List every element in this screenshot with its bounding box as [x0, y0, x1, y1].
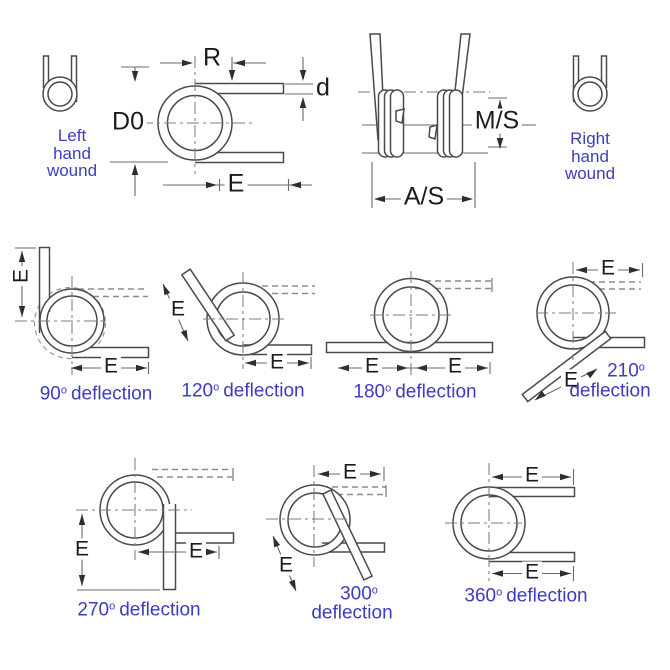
label-E-210-diagonal: E — [561, 370, 581, 391]
label-E-90-vertical: E — [11, 266, 32, 286]
deflection-label-360: 360$^o$ deflection — [464, 585, 588, 607]
left-wound-symbol — [43, 56, 77, 111]
label-E-120-horizontal: E — [267, 352, 287, 373]
right-hand-wound-label: Right hand wound — [564, 128, 616, 183]
label-E-main: E — [225, 172, 248, 197]
label-E-270-vertical: E — [72, 539, 92, 560]
spring-90-deflection — [15, 248, 149, 376]
label-R: R — [200, 46, 224, 71]
deflection-label-90: 90$^o$ deflection — [39, 383, 153, 405]
deflection-label-270: 270$^o$ deflection — [77, 599, 201, 621]
label-E-180-left: E — [362, 356, 382, 377]
deflection-label-300-word: deflection — [311, 602, 393, 624]
deflection-label-210-angle: 210$^o$ — [607, 360, 645, 382]
label-E-120-diagonal: E — [168, 299, 188, 320]
label-E-90-horizontal: E — [101, 356, 121, 377]
label-E-360-top: E — [522, 465, 542, 486]
label-E-300-diagonal: E — [276, 555, 296, 576]
deflection-label-180: 180$^o$ deflection — [353, 381, 477, 403]
spring-180-deflection — [327, 271, 493, 375]
deflection-label-120: 120$^o$ deflection — [181, 380, 305, 402]
label-E-180-right: E — [445, 356, 465, 377]
label-E-300-top: E — [340, 462, 360, 483]
label-E-360-bottom: E — [522, 562, 542, 583]
label-E-210-top: E — [598, 258, 618, 279]
spring-360-deflection — [445, 463, 575, 581]
deflection-label-210-word: deflection — [569, 380, 651, 402]
spring-270-deflection — [76, 458, 234, 590]
label-E-270-horizontal: E — [186, 541, 206, 562]
label-AS: A/S — [401, 185, 447, 210]
label-MS: M/S — [472, 109, 522, 134]
left-hand-wound-label: Left hand wound — [46, 125, 98, 180]
right-wound-symbol — [573, 56, 607, 111]
label-D0: D0 — [109, 110, 147, 135]
label-d: d — [313, 76, 333, 101]
deflection-label-300-angle: 300$^o$ — [340, 583, 378, 605]
